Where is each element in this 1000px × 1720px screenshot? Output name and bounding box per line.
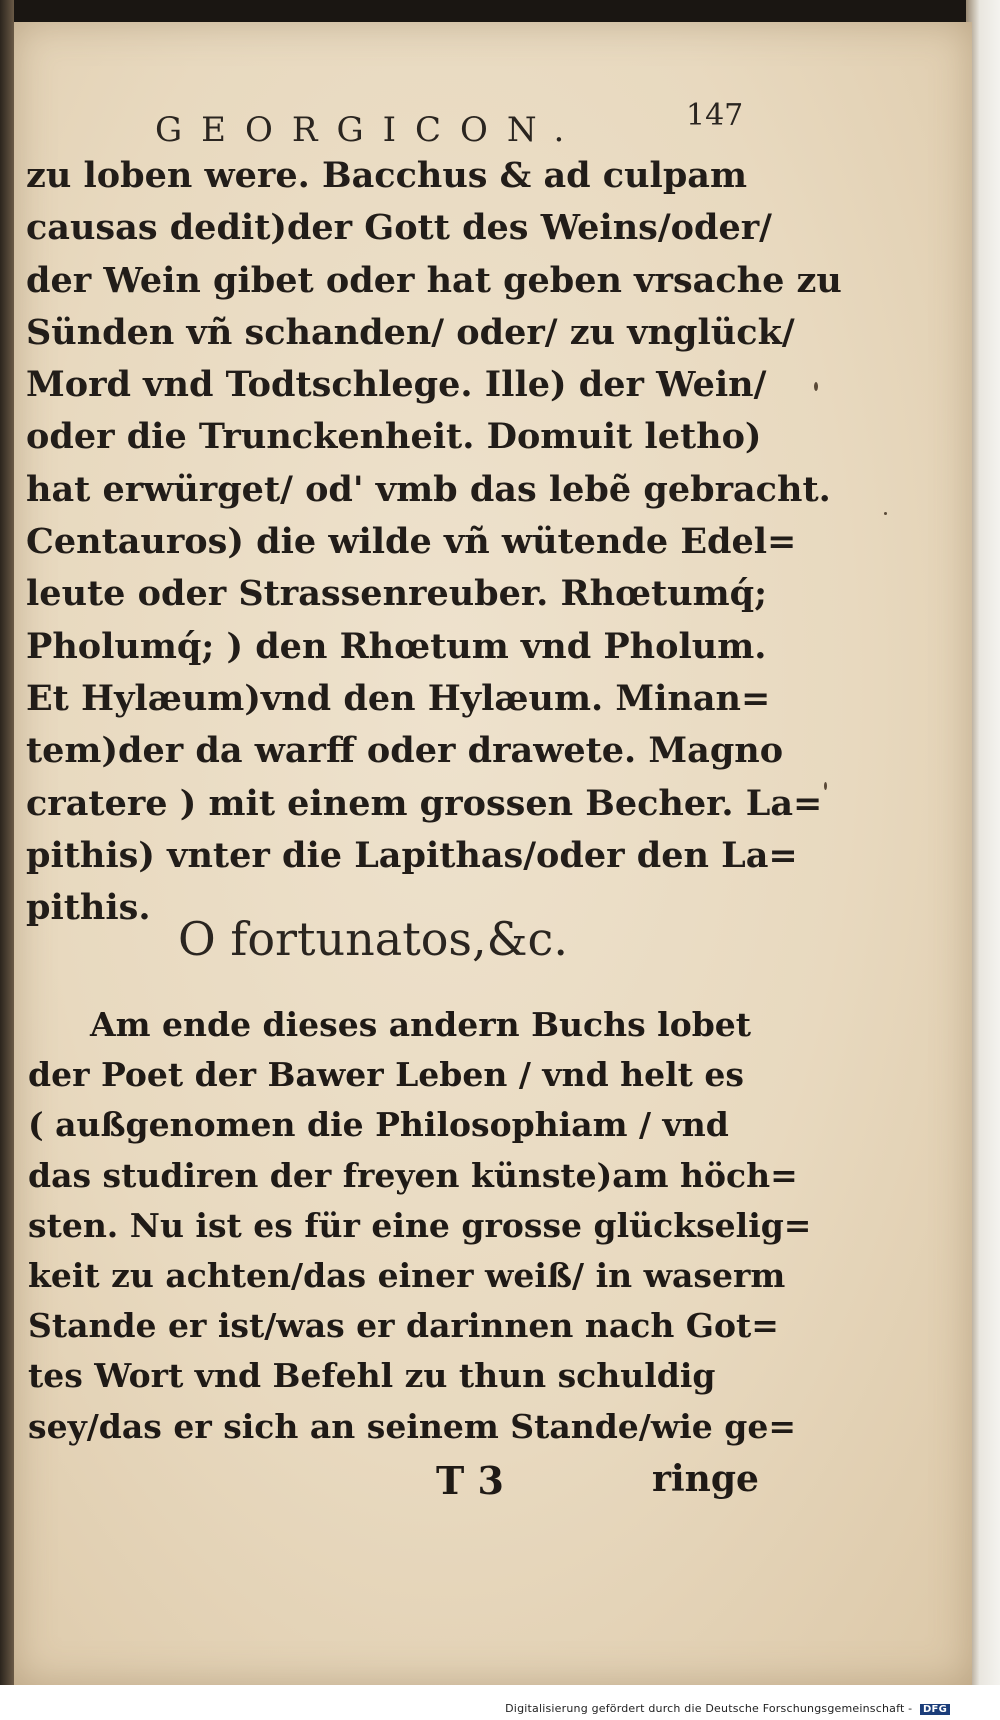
scan-top-edge	[0, 0, 1000, 22]
text-line: der Poet der Bawer Leben / vnd helt es	[28, 1055, 744, 1095]
text-line: leute oder Strassenreuber. Rhœtumq́;	[26, 573, 768, 615]
text-line: Et Hylæum)vnd den Hylæum. Minan=	[26, 677, 771, 719]
text-line: sten. Nu ist es für eine grosse glückselig=	[28, 1205, 812, 1245]
text-line: hat erwürget/ od' vmb das lebẽ gebracht.	[26, 468, 831, 510]
scan-left-edge	[0, 0, 14, 1720]
dfg-logo-icon: DFG	[920, 1704, 950, 1715]
footer-credit-text: Digitalisierung gefördert durch die Deutsche Forschungsgemeinschaft -	[505, 1702, 913, 1715]
text-line: oder die Trunckenheit. Domuit letho)	[26, 416, 762, 458]
commentary-text	[26, 150, 842, 934]
text-line: causas dedit)der Gott des Weins/oder/	[26, 207, 772, 249]
text-line: Stande er ist/was er darinnen nach Got=	[28, 1306, 779, 1346]
ink-speck	[824, 782, 827, 790]
text-line: der Wein gibet oder hat geben vrsache zu	[26, 259, 842, 301]
text-line: tem)der da warff oder drawete. Magno	[26, 730, 784, 772]
footer-credit	[505, 1702, 950, 1715]
ink-speck	[814, 382, 818, 391]
text-line: Sünden vñ schanden/ oder/ zu vnglück/	[26, 311, 795, 353]
running-head: GEORGICON.	[155, 110, 584, 150]
text-line: sey/das er sich an seinem Stande/wie ge=	[28, 1406, 796, 1446]
text-line: keit zu achten/das einer weiß/ in waserm	[28, 1255, 786, 1295]
text-line: Am ende dieses andern Buchs lobet	[90, 1005, 752, 1044]
text-line: zu loben were. Bacchus & ad culpam	[26, 155, 748, 196]
text-line: tes Wort vnd Befehl zu thun schuldig	[28, 1356, 716, 1396]
catchword: ringe	[652, 1458, 759, 1500]
text-line: cratere ) mit einem grossen Becher. La=	[26, 782, 823, 824]
text-line: Pholumq́; ) den Rhœtum vnd Pholum.	[26, 625, 767, 667]
signature-mark: T 3	[436, 1458, 504, 1503]
text-line: ( außgenomen die Philosophiam / vnd	[28, 1105, 729, 1145]
ink-speck	[884, 512, 887, 515]
text-line: das studiren der freyen künste)am höch=	[28, 1155, 798, 1195]
text-line: Centauros) die wilde vñ wütende Edel=	[26, 521, 797, 563]
section-heading: O fortunatos,&c.	[178, 912, 568, 966]
body-paragraph	[28, 1000, 812, 1452]
text-line: pithis) vnter die Lapithas/oder den La=	[26, 834, 798, 876]
footer-bar	[0, 1685, 1000, 1720]
text-line: Mord vnd Todtschlege. Ille) der Wein/	[26, 364, 767, 406]
page-number: 147	[686, 98, 744, 133]
text-line: pithis.	[26, 887, 151, 929]
